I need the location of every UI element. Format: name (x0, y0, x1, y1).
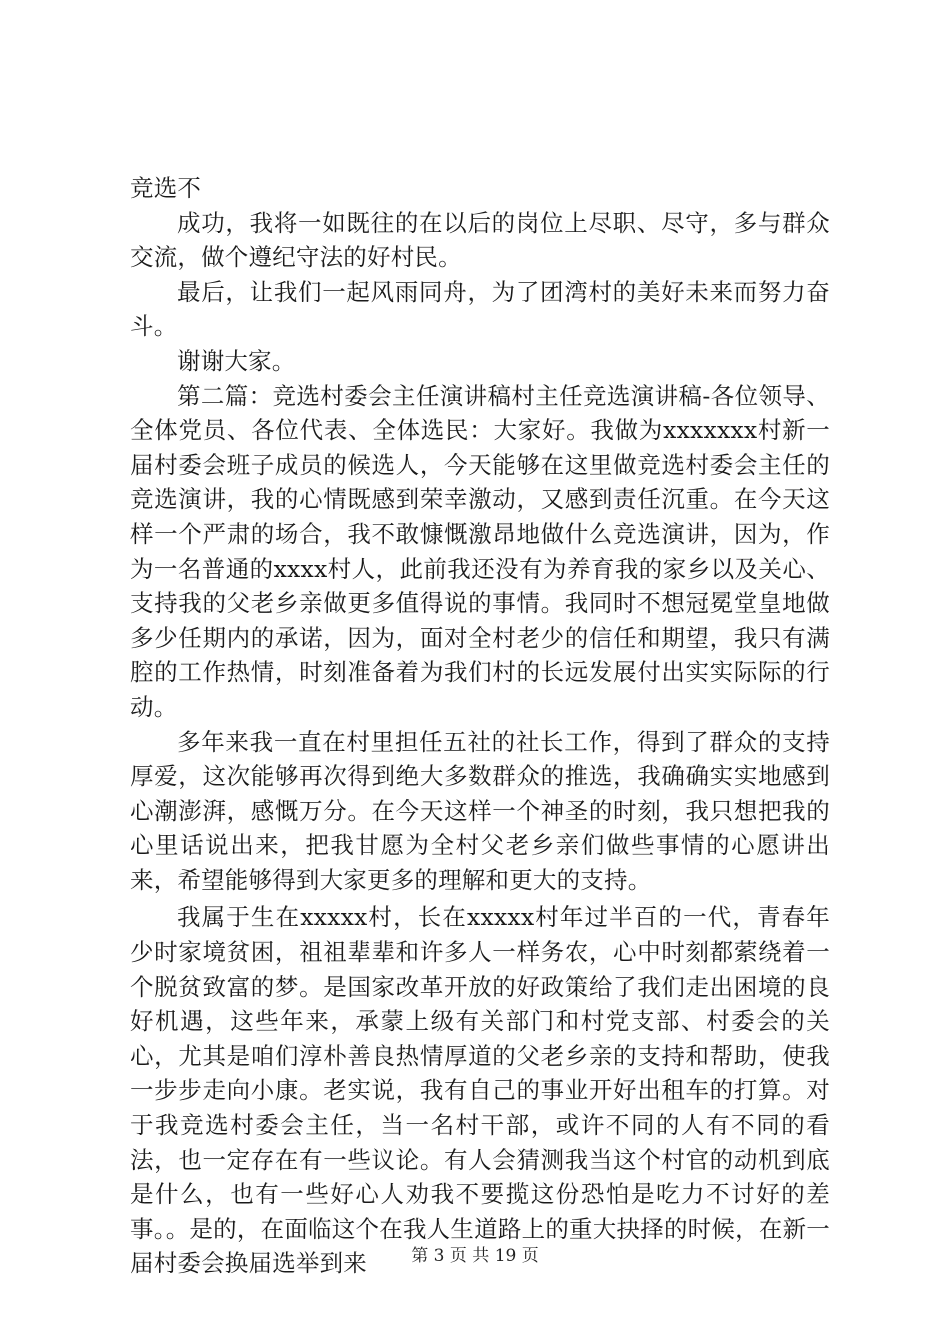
paragraph: 最后，让我们一起风雨同舟，为了团湾村的美好未来而努力奋斗。 (130, 277, 830, 341)
paragraph: 多年来我一直在村里担任五社的社长工作，得到了群众的支持厚爱，这次能够再次得到绝大多数群众的推选，我确确实实地感到心潮澎湃，感慨万分。在今天这样一个神圣的时刻，我只想把我的心里话说出来，把我甘愿为全村父老乡亲们做些事情的心愿讲出来，希望能够得到大家更多的理解和更大的支持。 (130, 727, 830, 894)
paragraph-continuation: 竞选不 (130, 174, 202, 202)
paragraph: 我属于生在xxxxx村，长在xxxxx村年过半百的一代，青春年少时家境贫困，祖祖辈辈和许多人一样务农，心中时刻都萦绕着一个脱贫致富的梦。是国家改革开放的好政策给了我们走出困境的良好机遇，这些年来，承蒙上级有关部门和村党支部、村委会的关心，尤其是咱们淳朴善良热情厚道的父老乡亲的支持和帮助，使我一步步走向小康。老实说，我有自己的事业开好出租车的打算。对于我竞选村委会主任，当一名村干部，或许不同的人有不同的看法，也一定存在有一些议论。有人会猜测我当这个村官的动机到底是什么，也有一些好心人劝我不要揽这份恐怕是吃力不讨好的差事。。是的，在面临这个在我人生道路上的重大抉择的时候，在新一届村委会换届选举到来 (130, 903, 830, 1278)
document-body (130, 171, 830, 1281)
paragraph: 成功，我将一如既往的在以后的岗位上尽职、尽守，多与群众交流，做个遵纪守法的好村民。 (130, 208, 830, 272)
page-footer: 第 3 页 共 19 页 (411, 1246, 539, 1266)
paragraph: 谢谢大家。 (177, 346, 296, 375)
paragraph-section-heading: 第二篇：竞选村委会主任演讲稿村主任竞选演讲稿-各位领导、全体党员、各位代表、全体选民：大家好。我做为xxxxxxx村新一届村委会班子成员的候选人，今天能够在这里做竞选村委会主任的竞选演讲，我的心情既感到荣幸激动，又感到责任沉重。在今天这样一个严肃的场合，我不敢慷慨激昂地做什么竞选演讲，因为，作为一名普通的xxxx村人，此前我还没有为养育我的家乡以及关心、支持我的父老乡亲做更多值得说的事情。我同时不想冠冕堂皇地做多少任期内的承诺，因为，面对全村老少的信任和期望，我只有满腔的工作热情，时刻准备着为我们村的长远发展付出实实际际的行动。 (130, 381, 830, 721)
